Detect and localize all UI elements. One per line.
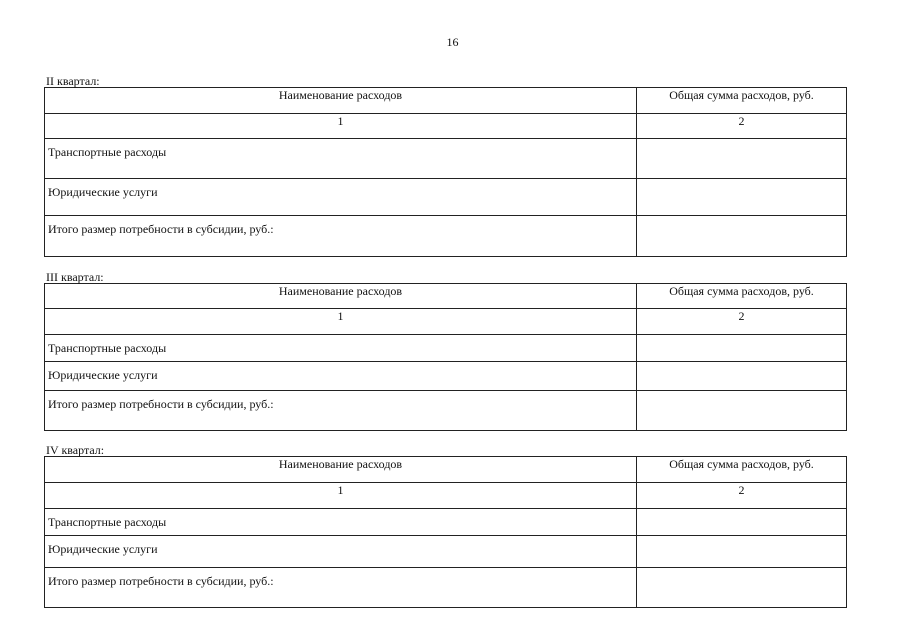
column-number-1: 1 xyxy=(45,309,637,335)
expense-name: Юридические услуги xyxy=(48,368,158,382)
expense-sum-cell xyxy=(637,509,847,536)
table-row xyxy=(45,216,847,257)
column-header-name: Наименование расходов xyxy=(45,284,637,309)
table-header-row xyxy=(45,284,847,309)
expense-sum-cell xyxy=(637,335,847,362)
expense-name-cell xyxy=(45,509,637,536)
column-header-sum: Общая сумма расходов, руб. xyxy=(637,284,847,309)
column-number-1: 1 xyxy=(45,114,637,139)
expense-sum-cell xyxy=(637,362,847,391)
expense-sum-cell xyxy=(637,536,847,568)
table-row xyxy=(45,391,847,431)
expense-name-cell xyxy=(45,536,637,568)
quarter-3-section xyxy=(44,271,846,431)
column-number-2: 2 xyxy=(637,114,847,139)
expenses-table xyxy=(44,87,847,257)
expenses-table xyxy=(44,456,847,608)
table-row xyxy=(45,335,847,362)
table-row xyxy=(45,568,847,608)
expense-name-cell xyxy=(45,179,637,216)
table-row xyxy=(45,509,847,536)
column-header-name: Наименование расходов xyxy=(45,457,637,483)
quarter-title: II квартал: xyxy=(46,74,100,88)
total-label: Итого размер потребности в субсидии, руб.: xyxy=(48,574,274,588)
column-number-2: 2 xyxy=(637,483,847,509)
total-sum-cell xyxy=(637,216,847,257)
column-number-1: 1 xyxy=(45,483,637,509)
expense-name-cell xyxy=(45,139,637,179)
quarter-4-section xyxy=(44,444,846,608)
expense-name-cell xyxy=(45,362,637,391)
total-label: Итого размер потребности в субсидии, руб.: xyxy=(48,222,274,236)
column-header-sum: Общая сумма расходов, руб. xyxy=(637,457,847,483)
total-sum-cell xyxy=(637,391,847,431)
column-header-name: Наименование расходов xyxy=(45,88,637,114)
expense-name: Юридические услуги xyxy=(48,185,158,199)
expense-name: Транспортные расходы xyxy=(48,341,167,355)
expense-sum-cell xyxy=(637,139,847,179)
column-header-sum: Общая сумма расходов, руб. xyxy=(637,88,847,114)
total-name-cell xyxy=(45,568,637,608)
table-row xyxy=(45,362,847,391)
column-number-2: 2 xyxy=(637,309,847,335)
total-name-cell xyxy=(45,216,637,257)
expense-name: Транспортные расходы xyxy=(48,145,167,159)
quarter-2-section xyxy=(44,75,846,257)
table-row xyxy=(45,179,847,216)
quarter-title: IV квартал: xyxy=(46,443,105,457)
column-number-row xyxy=(45,114,847,139)
total-sum-cell xyxy=(637,568,847,608)
expense-sum-cell xyxy=(637,179,847,216)
page-number: 16 xyxy=(446,35,459,49)
table-header-row xyxy=(45,88,847,114)
quarter-title: III квартал: xyxy=(46,270,104,284)
table-row xyxy=(45,139,847,179)
column-number-row xyxy=(45,483,847,509)
expense-name: Юридические услуги xyxy=(48,542,158,556)
table-row xyxy=(45,536,847,568)
table-header-row xyxy=(45,457,847,483)
expenses-table xyxy=(44,283,847,431)
total-name-cell xyxy=(45,391,637,431)
expense-name-cell xyxy=(45,335,637,362)
expense-name: Транспортные расходы xyxy=(48,515,167,529)
total-label: Итого размер потребности в субсидии, руб.: xyxy=(48,397,274,411)
column-number-row xyxy=(45,309,847,335)
